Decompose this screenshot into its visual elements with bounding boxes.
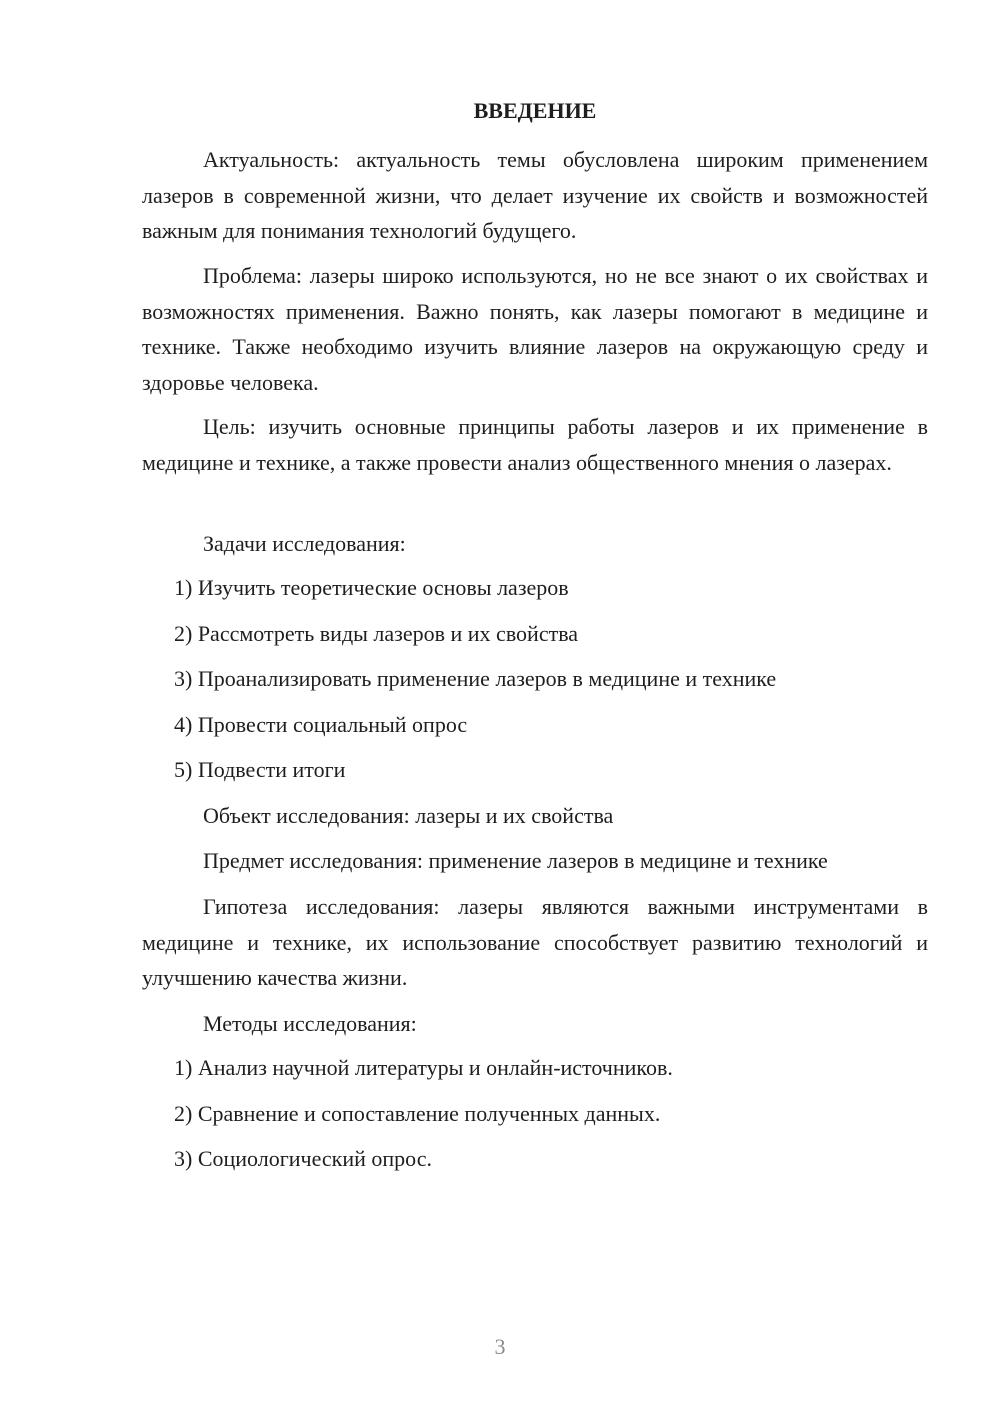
methods-heading: Методы исследования: xyxy=(203,1011,417,1036)
method-item-3: 3) Социологический опрос. xyxy=(174,1146,432,1171)
task-item-1: 1) Изучить теоретические основы лазеров xyxy=(174,575,569,600)
method-item-2: 2) Сравнение и сопоставление полученных данных. xyxy=(174,1101,661,1126)
research-subject: Предмет исследования: применение лазеров в медицине и технике xyxy=(203,848,828,873)
tasks-heading: Задачи исследования: xyxy=(203,531,406,556)
problem-paragraph: Проблема: лазеры широко используются, но не все знают о их свойствах и возможностях применения. Важно понять, как лазеры помогают в медицине и технике. Также необходимо изучить влияние лазеров на окружающую среду и здоровье человека. xyxy=(142,263,928,395)
task-item-5: 5) Подвести итоги xyxy=(174,757,346,782)
task-item-3: 3) Проанализировать применение лазеров в медицине и технике xyxy=(174,666,777,691)
task-item-4: 4) Провести социальный опрос xyxy=(174,712,468,737)
goal-paragraph: Цель: изучить основные принципы работы лазеров и их применение в медицине и технике, а также провести анализ общественного мнения о лазерах. xyxy=(142,414,928,475)
relevance-paragraph: Актуальность: актуальность темы обусловлена широким применением лазеров в современной жизни, что делает изучение их свойств и возможностей важным для понимания технологий будущего. xyxy=(142,147,928,243)
task-item-2: 2) Рассмотреть виды лазеров и их свойства xyxy=(174,621,579,646)
page-number: 3 xyxy=(494,1334,506,1359)
method-item-1: 1) Анализ научной литературы и онлайн-источников. xyxy=(174,1055,673,1080)
hypothesis-paragraph: Гипотеза исследования: лазеры являются важными инструментами в медицине и технике, их использование способствует развитию технологий и улучшению качества жизни. xyxy=(142,894,928,990)
page-title: ВВЕДЕНИЕ xyxy=(473,98,597,123)
research-object: Объект исследования: лазеры и их свойства xyxy=(203,803,614,828)
